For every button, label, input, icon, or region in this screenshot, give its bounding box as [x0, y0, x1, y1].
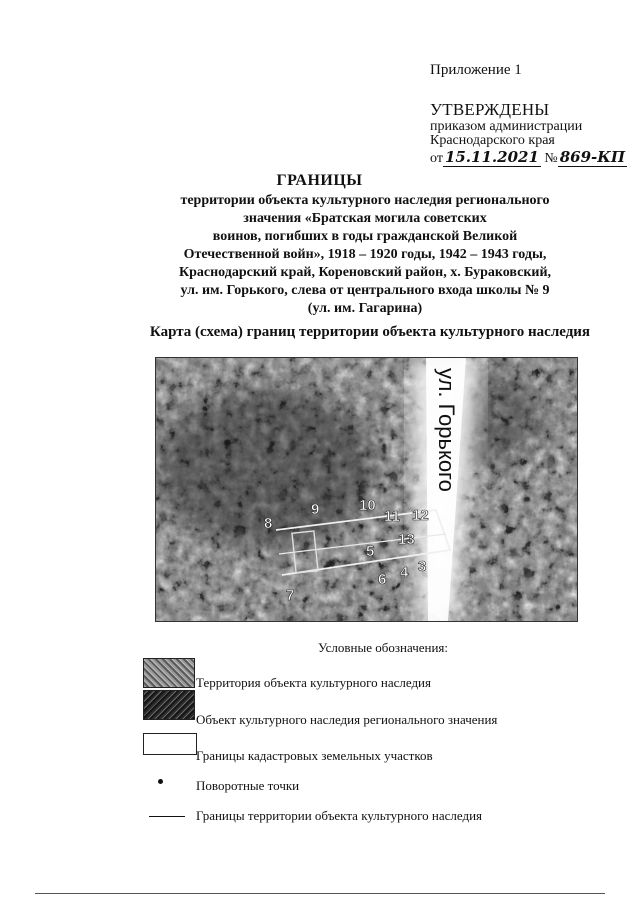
legend-turn-point-dot — [158, 779, 163, 784]
subtitle-line: ул. им. Горького, слева от центрального входа школы № 9 — [180, 283, 550, 298]
document-title: ГРАНИЦЫ — [276, 172, 363, 189]
order-line-2: Краснодарского края — [430, 133, 555, 148]
map-point-9: 9 — [311, 501, 320, 518]
date-prefix: от — [430, 151, 443, 166]
street-label: ул. Горького — [434, 368, 459, 492]
legend-boundary-line — [149, 816, 185, 817]
legend-title: Условные обозначения: — [318, 640, 449, 655]
legend-territory-label: Территория объекта культурного наследия — [196, 675, 431, 690]
map-point-12: 12 — [412, 507, 429, 524]
aerial-map — [155, 357, 578, 622]
subtitle-line: территории объекта культурного наследия регионального — [180, 193, 550, 208]
subtitle-line: воинов, погибших в годы гражданской Великой — [212, 229, 518, 244]
bottom-rule — [35, 893, 605, 894]
subtitle-line: значения «Братская могила советских — [243, 211, 487, 226]
legend-cadastral-label: Границы кадастровых земельных участков — [196, 748, 433, 763]
legend-turn-point-label: Поворотные точки — [196, 778, 300, 793]
map-svg — [156, 358, 577, 621]
legend-territory-swatch — [143, 658, 195, 688]
subtitle-line: (ул. им. Гагарина) — [307, 301, 423, 316]
order-date-line — [430, 148, 627, 167]
map-point-3: 3 — [418, 558, 427, 575]
map-point-10: 10 — [359, 497, 376, 514]
legend-object-label: Объект культурного наследия регионального значения — [196, 712, 498, 727]
number-sign: № — [544, 151, 558, 166]
handwritten-number: 869-КП — [559, 148, 626, 166]
order-line-1: приказом администрации — [430, 119, 583, 134]
map-point-7: 7 — [286, 587, 295, 604]
map-point-4: 4 — [400, 564, 409, 581]
handwritten-date: 15.11.2021 — [444, 148, 539, 166]
legend-object-swatch — [143, 690, 195, 720]
subtitle-line: Краснодарский край, Кореновский район, х. Бураковский, — [178, 265, 552, 280]
subtitle-line: Отечественной войн», 1918 – 1920 годы, 1942 – 1943 годы, — [183, 247, 547, 262]
legend-cadastral-swatch — [143, 733, 197, 755]
map-point-6: 6 — [378, 571, 387, 588]
approved-heading: УТВЕРЖДЕНЫ — [430, 100, 550, 119]
document-subtitle — [150, 192, 580, 318]
map-point-13: 13 — [398, 531, 415, 548]
map-point-5: 5 — [366, 543, 375, 560]
legend-boundary-label: Границы территории объекта культурного наследия — [196, 808, 483, 823]
appendix-label: Приложение 1 — [430, 62, 522, 78]
map-point-8: 8 — [264, 515, 273, 532]
map-caption: Карта (схема) границ территории объекта культурного наследия — [149, 324, 591, 340]
map-point-11: 11 — [384, 508, 400, 525]
